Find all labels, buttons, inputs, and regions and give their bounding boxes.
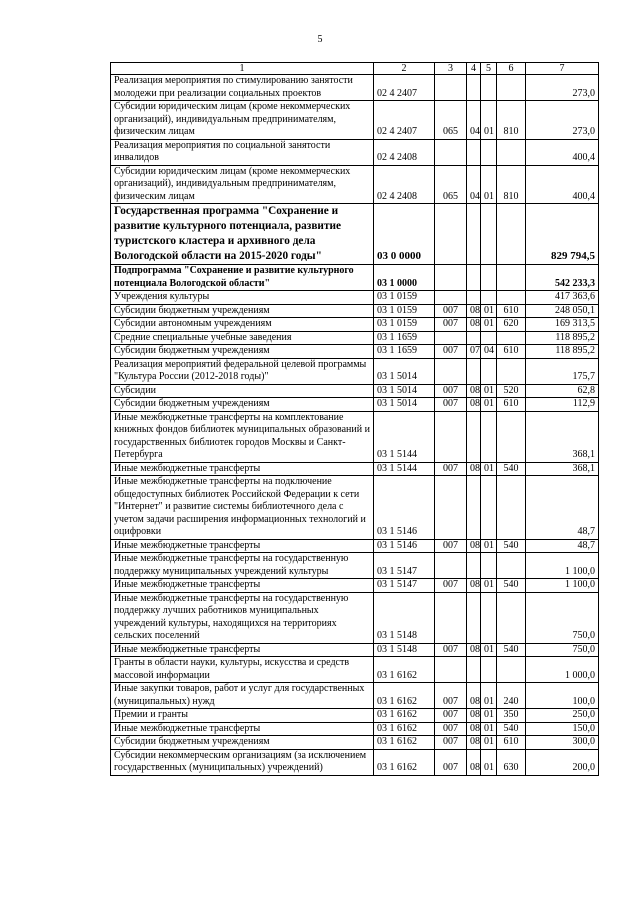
- expense-type-code: 540: [497, 539, 526, 553]
- section-code: [467, 411, 481, 462]
- expense-type-code: [497, 204, 526, 265]
- section-code: [467, 265, 481, 291]
- row-name: Реализация мероприятий федеральной целевой программы "Культура России (2012-2018 годы)": [111, 358, 374, 384]
- subsection-code: 01: [481, 722, 497, 736]
- section-code: [467, 553, 481, 579]
- expense-type-code: 540: [497, 643, 526, 657]
- budget-table: [110, 62, 599, 776]
- row-name: Премии и гранты: [111, 709, 374, 723]
- department-code: 007: [435, 579, 467, 593]
- amount: 250,0: [526, 709, 599, 723]
- header-col-3: 3: [435, 63, 467, 75]
- target-article-code: 03 1 5144: [374, 462, 435, 476]
- row-name: Субсидии: [111, 384, 374, 398]
- row-name: Иные межбюджетные трансферты: [111, 722, 374, 736]
- amount: 169 313,5: [526, 318, 599, 332]
- department-code: 007: [435, 643, 467, 657]
- section-code: [467, 139, 481, 165]
- department-code: 007: [435, 318, 467, 332]
- row-name: Иные закупки товаров, работ и услуг для государственных (муниципальных) нужд: [111, 683, 374, 709]
- expense-type-code: 520: [497, 384, 526, 398]
- row-name: Иные межбюджетные трансферты: [111, 539, 374, 553]
- table-body: [111, 63, 599, 776]
- table-row: [111, 101, 599, 140]
- table-row: [111, 643, 599, 657]
- row-name: Субсидии бюджетным учреждениям: [111, 345, 374, 359]
- section-code: 08: [467, 384, 481, 398]
- amount: 1 100,0: [526, 553, 599, 579]
- table-row: [111, 709, 599, 723]
- department-code: [435, 476, 467, 540]
- target-article-code: 03 1 0159: [374, 318, 435, 332]
- expense-type-code: 610: [497, 398, 526, 412]
- subsection-code: [481, 411, 497, 462]
- expense-type-code: [497, 139, 526, 165]
- table-row: [111, 736, 599, 750]
- subsection-code: 01: [481, 539, 497, 553]
- target-article-code: 03 1 5148: [374, 592, 435, 643]
- department-code: 007: [435, 304, 467, 318]
- subsection-code: [481, 265, 497, 291]
- department-code: 065: [435, 165, 467, 204]
- table-row: [111, 657, 599, 683]
- section-code: 08: [467, 749, 481, 775]
- expense-type-code: [497, 291, 526, 305]
- amount: 829 794,5: [526, 204, 599, 265]
- row-name: Субсидии юридическим лицам (кроме некоммерческих организаций), индивидуальным предпринимателям, физическим лицам: [111, 101, 374, 140]
- department-code: [435, 657, 467, 683]
- table-row: [111, 291, 599, 305]
- department-code: [435, 358, 467, 384]
- header-col-1: 1: [111, 63, 374, 75]
- subsection-code: 01: [481, 165, 497, 204]
- target-article-code: 03 0 0000: [374, 204, 435, 265]
- row-name: Реализация мероприятия по социальной занятости инвалидов: [111, 139, 374, 165]
- expense-type-code: 540: [497, 462, 526, 476]
- subsection-code: [481, 553, 497, 579]
- expense-type-code: [497, 265, 526, 291]
- department-code: [435, 75, 467, 101]
- row-name: Субсидии бюджетным учреждениям: [111, 398, 374, 412]
- table-row: [111, 539, 599, 553]
- section-code: [467, 592, 481, 643]
- section-code: 08: [467, 539, 481, 553]
- expense-type-code: 810: [497, 165, 526, 204]
- amount: 273,0: [526, 75, 599, 101]
- table-row: [111, 411, 599, 462]
- subsection-code: [481, 204, 497, 265]
- table-row: [111, 749, 599, 775]
- section-code: 08: [467, 643, 481, 657]
- department-code: [435, 553, 467, 579]
- section-code: 08: [467, 398, 481, 412]
- target-article-code: 03 1 5146: [374, 476, 435, 540]
- expense-type-code: 610: [497, 304, 526, 318]
- department-code: [435, 265, 467, 291]
- row-name: Подпрограмма "Сохранение и развитие культурного потенциала Вологодской области": [111, 265, 374, 291]
- section-code: 08: [467, 318, 481, 332]
- table-header-row: [111, 63, 599, 75]
- expense-type-code: [497, 75, 526, 101]
- section-code: 08: [467, 709, 481, 723]
- table-row: [111, 358, 599, 384]
- table-row: [111, 345, 599, 359]
- row-name: Иные межбюджетные трансферты: [111, 579, 374, 593]
- target-article-code: 03 1 6162: [374, 749, 435, 775]
- subsection-code: 01: [481, 318, 497, 332]
- section-code: 08: [467, 304, 481, 318]
- row-name: Иные межбюджетные трансферты на подключение общедоступных библиотек Российской Федерации к сети "Интернет" и развитие системы библиотечного дела с учетом задачи расширения информационных технологий и оцифровки: [111, 476, 374, 540]
- section-code: [467, 75, 481, 101]
- table-row: [111, 265, 599, 291]
- amount: 200,0: [526, 749, 599, 775]
- target-article-code: 03 1 1659: [374, 331, 435, 345]
- amount: 1 100,0: [526, 579, 599, 593]
- amount: 368,1: [526, 462, 599, 476]
- target-article-code: 03 1 6162: [374, 657, 435, 683]
- department-code: 007: [435, 709, 467, 723]
- subsection-code: 01: [481, 101, 497, 140]
- row-name: Иные межбюджетные трансферты: [111, 643, 374, 657]
- section-code: [467, 204, 481, 265]
- amount: 175,7: [526, 358, 599, 384]
- target-article-code: 03 1 5146: [374, 539, 435, 553]
- target-article-code: 03 1 6162: [374, 683, 435, 709]
- expense-type-code: 240: [497, 683, 526, 709]
- expense-type-code: [497, 657, 526, 683]
- row-name: Субсидии бюджетным учреждениям: [111, 736, 374, 750]
- target-article-code: 03 1 5014: [374, 398, 435, 412]
- subsection-code: 01: [481, 683, 497, 709]
- expense-type-code: 540: [497, 579, 526, 593]
- amount: 400,4: [526, 165, 599, 204]
- expense-type-code: [497, 331, 526, 345]
- target-article-code: 03 1 6162: [374, 709, 435, 723]
- department-code: 007: [435, 345, 467, 359]
- department-code: [435, 411, 467, 462]
- department-code: 007: [435, 736, 467, 750]
- amount: 150,0: [526, 722, 599, 736]
- expense-type-code: [497, 592, 526, 643]
- amount: 1 000,0: [526, 657, 599, 683]
- table-row: [111, 331, 599, 345]
- amount: 400,4: [526, 139, 599, 165]
- row-name: Субсидии бюджетным учреждениям: [111, 304, 374, 318]
- table-row: [111, 683, 599, 709]
- target-article-code: 02 4 2408: [374, 139, 435, 165]
- department-code: [435, 592, 467, 643]
- header-col-7: 7: [526, 63, 599, 75]
- expense-type-code: [497, 358, 526, 384]
- row-name: Средние специальные учебные заведения: [111, 331, 374, 345]
- target-article-code: 03 1 5014: [374, 384, 435, 398]
- row-name: Иные межбюджетные трансферты на государственную поддержку лучших работников муниципальных учреждений культуры, находящихся на территориях сельских поселений: [111, 592, 374, 643]
- subsection-code: 01: [481, 749, 497, 775]
- target-article-code: 03 1 5144: [374, 411, 435, 462]
- table-row: [111, 75, 599, 101]
- row-name: Субсидии некоммерческим организациям (за исключением государственных (муниципальных) учреждений): [111, 749, 374, 775]
- amount: 112,9: [526, 398, 599, 412]
- department-code: 007: [435, 749, 467, 775]
- subsection-code: 01: [481, 736, 497, 750]
- expense-type-code: [497, 553, 526, 579]
- department-code: 007: [435, 683, 467, 709]
- subsection-code: 01: [481, 462, 497, 476]
- department-code: 007: [435, 398, 467, 412]
- amount: 300,0: [526, 736, 599, 750]
- header-col-6: 6: [497, 63, 526, 75]
- department-code: 007: [435, 462, 467, 476]
- subsection-code: 01: [481, 643, 497, 657]
- amount: 368,1: [526, 411, 599, 462]
- expense-type-code: 540: [497, 722, 526, 736]
- amount: 248 050,1: [526, 304, 599, 318]
- section-code: 07: [467, 345, 481, 359]
- section-code: 08: [467, 462, 481, 476]
- expense-type-code: [497, 411, 526, 462]
- table-row: [111, 304, 599, 318]
- department-code: [435, 331, 467, 345]
- amount: 273,0: [526, 101, 599, 140]
- amount: 48,7: [526, 539, 599, 553]
- row-name: Учреждения культуры: [111, 291, 374, 305]
- section-code: 04: [467, 165, 481, 204]
- amount: 542 233,3: [526, 265, 599, 291]
- header-col-2: 2: [374, 63, 435, 75]
- section-code: [467, 358, 481, 384]
- amount: 118 895,2: [526, 345, 599, 359]
- table-row: [111, 165, 599, 204]
- section-code: 08: [467, 683, 481, 709]
- amount: 417 363,6: [526, 291, 599, 305]
- amount: 750,0: [526, 643, 599, 657]
- target-article-code: 03 1 0000: [374, 265, 435, 291]
- target-article-code: 03 1 6162: [374, 736, 435, 750]
- target-article-code: 02 4 2408: [374, 165, 435, 204]
- subsection-code: 01: [481, 579, 497, 593]
- department-code: 007: [435, 722, 467, 736]
- section-code: 04: [467, 101, 481, 140]
- row-name: Реализация мероприятия по стимулированию занятости молодежи при реализации социальных проектов: [111, 75, 374, 101]
- table-row: [111, 318, 599, 332]
- table-row: [111, 579, 599, 593]
- expense-type-code: 620: [497, 318, 526, 332]
- amount: 100,0: [526, 683, 599, 709]
- subsection-code: [481, 291, 497, 305]
- expense-type-code: 610: [497, 736, 526, 750]
- subsection-code: 01: [481, 398, 497, 412]
- subsection-code: [481, 476, 497, 540]
- row-name: Иные межбюджетные трансферты на комплектование книжных фондов библиотек муниципальных образований и государственных библиотек городов Москвы и Санкт-Петербурга: [111, 411, 374, 462]
- department-code: 007: [435, 384, 467, 398]
- table-row: [111, 592, 599, 643]
- expense-type-code: 350: [497, 709, 526, 723]
- section-code: [467, 657, 481, 683]
- section-code: 08: [467, 722, 481, 736]
- table-row: [111, 398, 599, 412]
- target-article-code: 02 4 2407: [374, 75, 435, 101]
- row-name: Субсидии юридическим лицам (кроме некоммерческих организаций), индивидуальным предпринимателям, физическим лицам: [111, 165, 374, 204]
- table-row: [111, 476, 599, 540]
- amount: 62,8: [526, 384, 599, 398]
- target-article-code: 03 1 5014: [374, 358, 435, 384]
- subsection-code: [481, 358, 497, 384]
- table-row: [111, 139, 599, 165]
- target-article-code: 03 1 6162: [374, 722, 435, 736]
- target-article-code: 03 1 0159: [374, 304, 435, 318]
- section-code: 08: [467, 579, 481, 593]
- row-name: Иные межбюджетные трансферты на государственную поддержку муниципальных учреждений культуры: [111, 553, 374, 579]
- row-name: Гранты в области науки, культуры, искусства и средств массовой информации: [111, 657, 374, 683]
- expense-type-code: [497, 476, 526, 540]
- subsection-code: [481, 75, 497, 101]
- table-row: [111, 722, 599, 736]
- table-row: [111, 553, 599, 579]
- subsection-code: 04: [481, 345, 497, 359]
- expense-type-code: 630: [497, 749, 526, 775]
- row-name: Иные межбюджетные трансферты: [111, 462, 374, 476]
- target-article-code: 03 1 0159: [374, 291, 435, 305]
- section-code: [467, 331, 481, 345]
- target-article-code: 03 1 5147: [374, 553, 435, 579]
- department-code: [435, 291, 467, 305]
- section-code: [467, 476, 481, 540]
- subsection-code: [481, 331, 497, 345]
- subsection-code: 01: [481, 384, 497, 398]
- target-article-code: 03 1 1659: [374, 345, 435, 359]
- section-code: [467, 291, 481, 305]
- target-article-code: 03 1 5147: [374, 579, 435, 593]
- row-name: Государственная программа "Сохранение и развитие культурного потенциала, развитие туристского кластера и архивного дела Вологодской области на 2015-2020 годы": [111, 204, 374, 265]
- amount: 48,7: [526, 476, 599, 540]
- expense-type-code: 810: [497, 101, 526, 140]
- department-code: 065: [435, 101, 467, 140]
- target-article-code: 03 1 5148: [374, 643, 435, 657]
- subsection-code: [481, 139, 497, 165]
- subsection-code: [481, 592, 497, 643]
- subsection-code: 01: [481, 709, 497, 723]
- row-name: Субсидии автономным учреждениям: [111, 318, 374, 332]
- subsection-code: [481, 657, 497, 683]
- department-code: [435, 204, 467, 265]
- table-row: [111, 204, 599, 265]
- header-col-5: 5: [481, 63, 497, 75]
- department-code: 007: [435, 539, 467, 553]
- page-number: 5: [317, 34, 323, 45]
- header-col-4: 4: [467, 63, 481, 75]
- amount: 118 895,2: [526, 331, 599, 345]
- section-code: 08: [467, 736, 481, 750]
- amount: 750,0: [526, 592, 599, 643]
- department-code: [435, 139, 467, 165]
- expense-type-code: 610: [497, 345, 526, 359]
- table-row: [111, 462, 599, 476]
- subsection-code: 01: [481, 304, 497, 318]
- table-row: [111, 384, 599, 398]
- target-article-code: 02 4 2407: [374, 101, 435, 140]
